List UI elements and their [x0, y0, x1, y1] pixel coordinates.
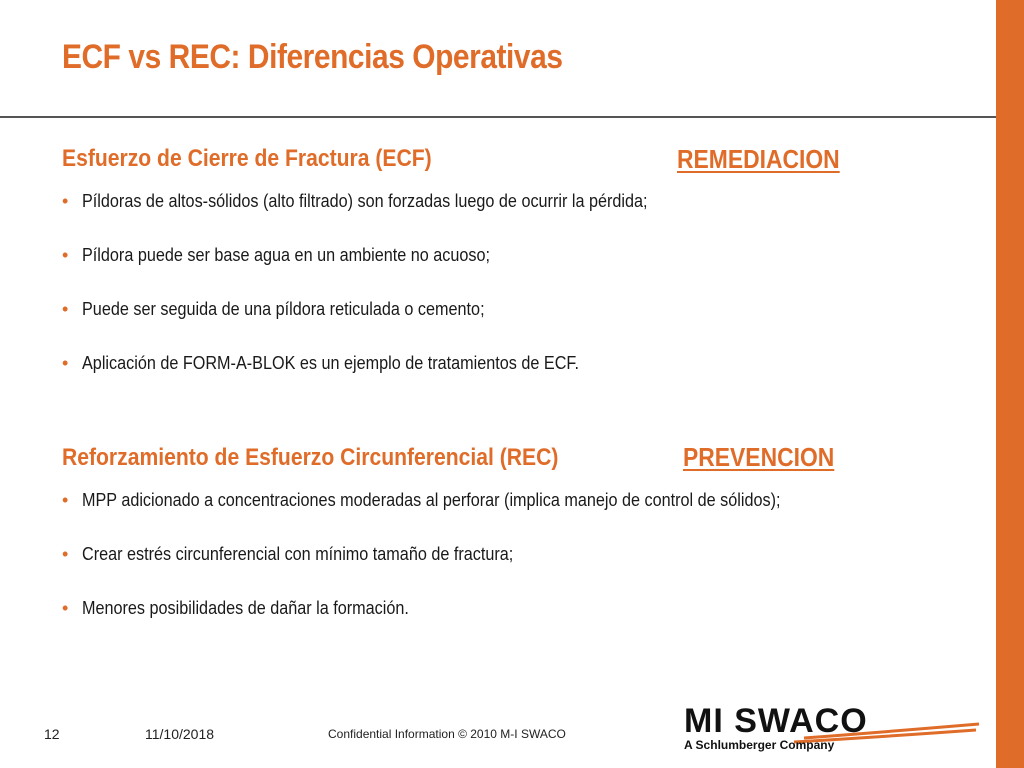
tag-remediacion: REMEDIACION	[677, 144, 840, 174]
title-divider	[0, 116, 996, 118]
side-accent-bar	[996, 0, 1024, 768]
footer-date: 11/10/2018	[145, 726, 215, 742]
section-heading-ecf: Esfuerzo de Cierre de Fractura (ECF)	[62, 145, 432, 172]
section-heading-rec: Reforzamiento de Esfuerzo Circunferencial (REC)	[62, 444, 559, 471]
bullet-icon: •	[62, 544, 69, 564]
logo-subtitle: A Schlumberger Company	[684, 738, 835, 752]
svg-text:MI SWACO: MI SWACO	[684, 704, 868, 740]
list-item: • Aplicación de FORM-A-BLOK es un ejemplo de tratamientos de ECF.	[62, 353, 580, 373]
slide-title: ECF vs REC: Diferencias Operativas	[62, 38, 563, 76]
list-item: • Píldoras de altos-sólidos (alto filtrado) son forzadas luego de ocurrir la pérdida;	[62, 191, 648, 211]
list-item: • Menores posibilidades de dañar la formación.	[62, 598, 409, 618]
bullet-icon: •	[62, 245, 69, 265]
bullet-list-ecf	[62, 191, 710, 407]
bullet-icon: •	[62, 299, 69, 319]
page-number: 12	[44, 726, 60, 742]
list-item: • Puede ser seguida de una píldora reticulada o cemento;	[62, 299, 485, 319]
bullet-icon: •	[62, 191, 69, 211]
company-logo	[684, 698, 984, 758]
list-item: • MPP adicionado a concentraciones moderadas al perforar (implica manejo de control de sólidos);	[62, 490, 781, 510]
list-item: • Píldora puede ser base agua en un ambiente no acuoso;	[62, 245, 491, 265]
bullet-icon: •	[62, 353, 69, 373]
tag-prevencion: PREVENCION	[683, 442, 835, 472]
bullet-icon: •	[62, 490, 69, 510]
confidential-notice: Confidential Information © 2010 M-I SWACO	[328, 727, 566, 741]
bullet-list-rec	[62, 490, 858, 652]
list-item: • Crear estrés circunferencial con mínimo tamaño de fractura;	[62, 544, 514, 564]
bullet-icon: •	[62, 598, 69, 618]
